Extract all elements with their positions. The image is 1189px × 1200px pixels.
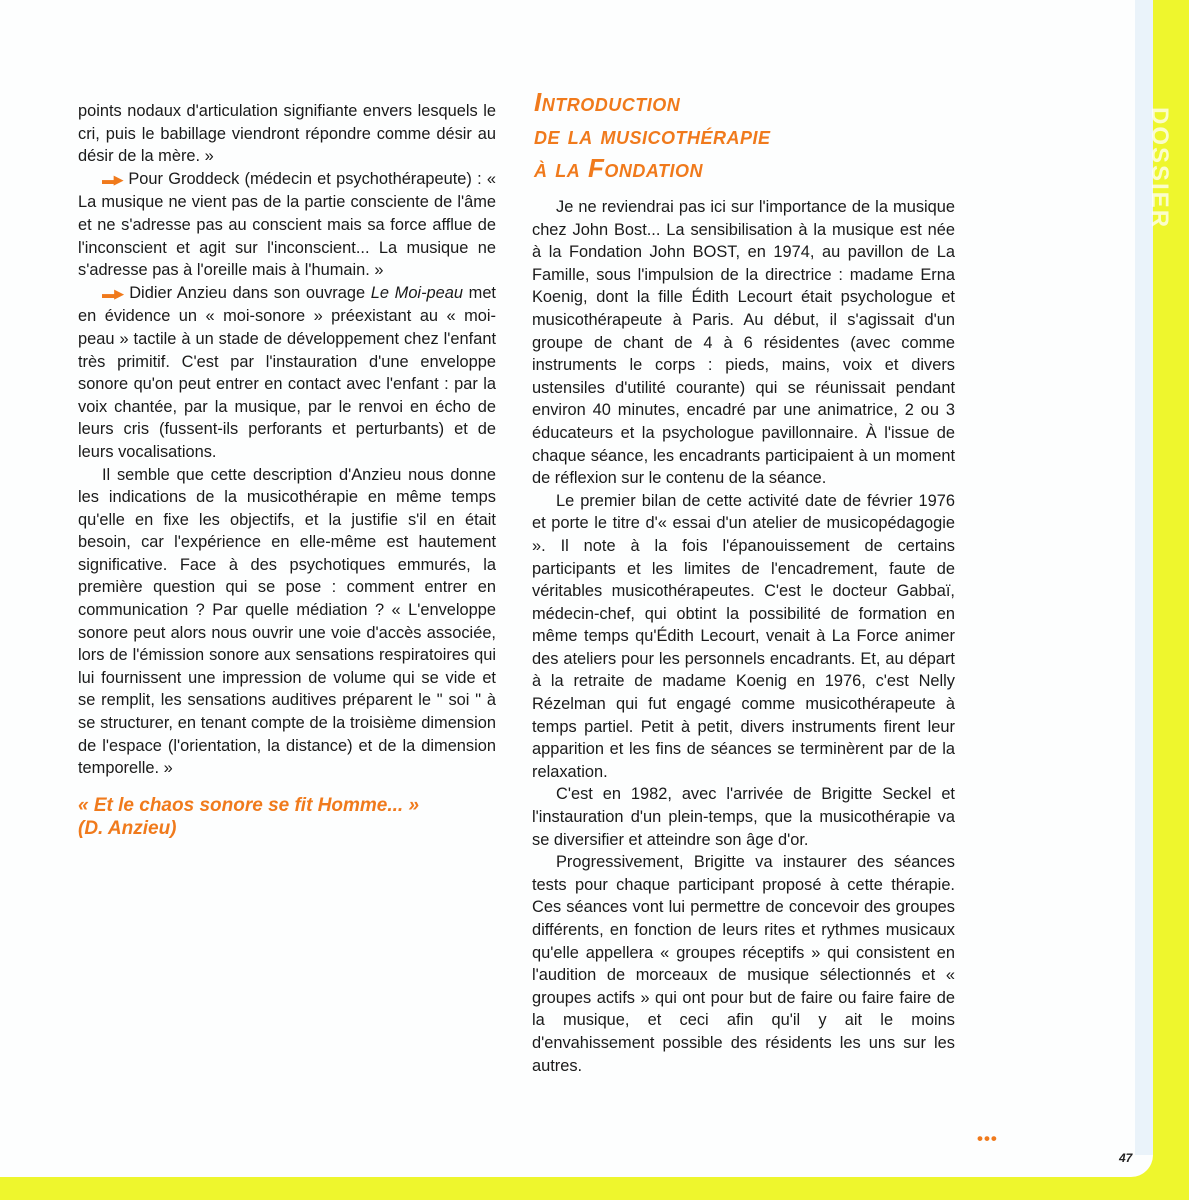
left-paragraph-3-text: met en évidence un « moi-sonore » préexistant au « moi-peau » tactile à un stade de développement chez l'enfant très primitif. C'est par l'instauration d'une enveloppe sonore qu'on peut entrer en contact avec l'enfant : par la voix chantée, par la musique, par le renvoi en écho de leurs cris (fussent-ils perforants et perturbants) et de leurs vocalisations. <box>78 283 496 461</box>
section-title <box>534 86 954 185</box>
section-title-line-2: de la musicothérapie <box>534 120 771 150</box>
orange-arrow-icon: ▬▶ <box>102 171 123 187</box>
orange-arrow-icon: ▬▶ <box>102 285 124 301</box>
left-paragraph-2 <box>78 168 496 282</box>
continue-dots-marker: ••• <box>977 1129 998 1148</box>
right-paragraph-4: Progressivement, Brigitte va instaurer des séances tests pour chaque participant proposé à cette thérapie. Ces séances vont lui permettre de concevoir des groupes différents, en fonction de leurs rites et rythmes musicaux qu'elle appellera « groupes réceptifs » qui consistent en l'audition de morceaux de musique sélectionnés et « groupes actifs » qui ont pour but de faire ou faire faire de la musique, et ceci afin qu'il y ait le moins d'envahissement possible des résidents les uns sur les autres. <box>532 853 955 1075</box>
left-paragraph-2-text: Pour Groddeck (médecin et psychothérapeute) : « La musique ne vient pas de la partie consciente de l'âme et ne s'adresse pas au conscient mais sa force afflue de l'inconscient et agit sur l'inconscient... La musique ne s'adresse pas à l'oreille mais à l'humain. » <box>78 169 496 280</box>
left-paragraph-1: points nodaux d'articulation signifiante envers lesquels le cri, puis le babillage viendront répondre comme désir au désir de la mère. » <box>78 102 496 166</box>
quote-heading <box>78 794 496 840</box>
left-paragraph-4: Il semble que cette description d'Anzieu nous donne les indications de la musicothérapie en même temps qu'elle en fixe les objectifs, et la justifie s'il en était besoin, car l'expérience en elle-même est hautement significative. Face à des psychotiques emmurés, la première question qui se pose : comment entrer en communication ? Par quelle médiation ? « L'enveloppe sonore peut alors nous ouvrir une voie d'accès associée, lors de l'émission sonore aux sensations respiratoires qui lui fournissent une impression de volume qui se vide et se remplit, les sensations auditives préparent le " soi " à se structurer, en tenant compte de la troisième dimension de l'espace (l'orientation, la distance) et de la dimension temporelle. » <box>78 465 496 778</box>
left-paragraph-3-lead: Didier Anzieu dans son ouvrage <box>129 283 371 302</box>
right-paragraph-3: C'est en 1982, avec l'arrivée de Brigitte Seckel et l'instauration d'un plein-temps, que la musicothérapie va se diversifier et atteindre son âge d'or. <box>532 785 955 849</box>
section-title-line-1: Introduction <box>534 87 681 117</box>
page-corner-curve <box>0 1155 1153 1177</box>
right-column <box>532 196 955 1077</box>
right-paragraph-1: Je ne reviendrai pas ici sur l'importance de la musique chez John Bost... La sensibilisation à la musique est née à la Fondation John BOST, en 1974, au pavillon de La Famille, sous l'impulsion de la directrice : madame Erna Koenig, dont la fille Édith Lecourt était psychologue et musicothérapeute à Paris. Au début, il s'agissait d'un groupe de chant de 4 à 6 résidentes (avec comme instruments le corps : pieds, mains, voix et divers ustensiles d'utilité courante) qui se réunissait pendant environ 40 minutes, encadré par une animatrice, 2 ou 3 éducateurs et la psychologue pavillonnaire. À l'issue de chaque séance, les encadrants participaient à un moment de réflexion sur le contenu de la séance. <box>532 198 955 488</box>
section-title-line-3: à la Fondation <box>534 153 703 183</box>
left-column <box>78 100 496 840</box>
right-paragraph-2: Le premier bilan de cette activité date de février 1976 et porte le titre d'« essai d'un atelier de musicopédagogie ». Il note à la fois l'épanouissement de certains participants et les limites de l'encadrement, faute de véritables musicothérapeutes. C'est le docteur Gabbaï, médecin-chef, qui obtint la possibilité de formation en même temps qu'Édith Lecourt, venait à La Force animer des ateliers pour les personnels encadrants. Et, au départ à la retraite de madame Koenig en 1976, c'est Nelly Rézelman qui fut engagé comme musicothérapeute à temps partiel. Petit à petit, divers instruments firent leur apparition et les fins de séances se terminèrent par de la relaxation. <box>532 491 955 781</box>
page-number: 47 <box>1119 1151 1133 1165</box>
quote-heading-line-2: (D. Anzieu) <box>78 817 177 839</box>
quote-heading-line-1: « Et le chaos sonore se fit Homme... » <box>78 794 420 816</box>
section-label: DOSSIER <box>1146 106 1173 230</box>
book-title: Le Moi-peau <box>370 283 463 302</box>
left-paragraph-3 <box>78 282 496 464</box>
